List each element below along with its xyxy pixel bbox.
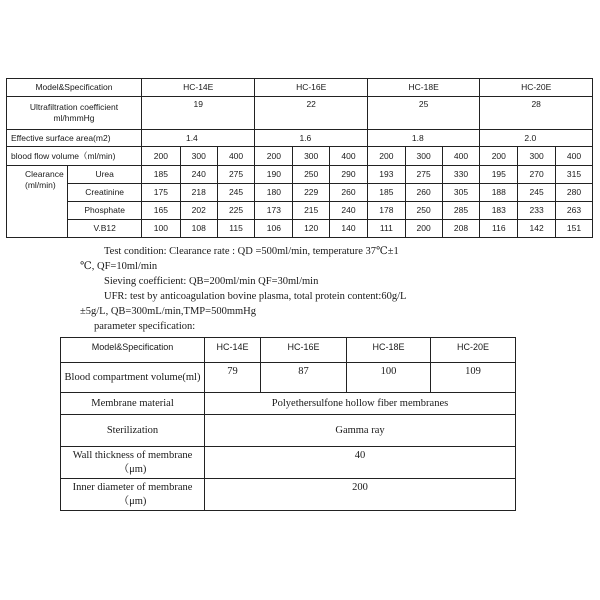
clearance-cell: 208 <box>442 220 480 238</box>
wall-thickness-value: 40 <box>205 447 516 479</box>
blood-flow-row <box>7 147 593 166</box>
inner-diameter-label: Inner diameter of membrane（μm) <box>61 479 205 511</box>
blood-volume-row <box>61 363 516 393</box>
substance-name: V.B12 <box>68 220 142 238</box>
table1-header-model: HC-20E <box>480 79 593 97</box>
clearance-cell: 225 <box>217 202 255 220</box>
clearance-cell: 185 <box>141 166 180 184</box>
clearance-cell: 245 <box>518 184 556 202</box>
clearance-cell: 175 <box>141 184 180 202</box>
clearance-cell: 215 <box>293 202 330 220</box>
clearance-cell: 275 <box>217 166 255 184</box>
clearance-cell: 229 <box>293 184 330 202</box>
clearance-cell: 195 <box>480 166 518 184</box>
table1-header-model: HC-14E <box>141 79 254 97</box>
clearance-cell: 250 <box>293 166 330 184</box>
surface-area-row <box>7 130 593 147</box>
flow-value: 400 <box>330 147 368 166</box>
clearance-label <box>7 166 68 238</box>
clearance-cell: 233 <box>518 202 556 220</box>
clearance-cell: 330 <box>442 166 480 184</box>
uf-label-line2: ml/hmmHg <box>53 113 95 123</box>
uf-value: 28 <box>480 97 593 130</box>
clearance-cell: 116 <box>480 220 518 238</box>
membrane-label: Membrane material <box>61 393 205 415</box>
note-line: ℃, QF=10ml/min <box>80 261 158 272</box>
clearance-row-phosphate <box>7 202 593 220</box>
flow-value: 200 <box>141 147 180 166</box>
table1-header-row <box>7 79 593 97</box>
flow-value: 400 <box>442 147 480 166</box>
clearance-cell: 250 <box>405 202 442 220</box>
clearance-cell: 280 <box>556 184 593 202</box>
clearance-cell: 106 <box>255 220 293 238</box>
clearance-cell: 165 <box>141 202 180 220</box>
blood-volume-value: 109 <box>431 363 516 393</box>
surface-area-value: 1.8 <box>367 130 479 147</box>
membrane-value: Polyethersulfone hollow fiber membranes <box>205 393 516 415</box>
blood-volume-value: 87 <box>261 363 347 393</box>
table1-header-spec: Model&Specification <box>7 79 142 97</box>
sterilization-label: Sterilization <box>61 415 205 447</box>
flow-value: 300 <box>180 147 217 166</box>
test-condition-notes <box>80 244 590 334</box>
clearance-spec-table <box>6 78 593 238</box>
substance-name: Urea <box>68 166 142 184</box>
clearance-cell: 140 <box>330 220 368 238</box>
note-line: UFR: test by anticoagulation bovine plasma, total protein content:60g/L <box>104 291 407 302</box>
inner-diameter-value: 200 <box>205 479 516 511</box>
table2-header-model: HC-16E <box>261 338 347 363</box>
clearance-row-urea <box>7 166 593 184</box>
clearance-cell: 305 <box>442 184 480 202</box>
clearance-cell: 290 <box>330 166 368 184</box>
table1-header-model: HC-16E <box>255 79 367 97</box>
substance-name: Creatinine <box>68 184 142 202</box>
clearance-cell: 100 <box>141 220 180 238</box>
clearance-cell: 270 <box>518 166 556 184</box>
flow-value: 200 <box>480 147 518 166</box>
sterilization-row <box>61 415 516 447</box>
clearance-cell: 183 <box>480 202 518 220</box>
uf-coefficient-row <box>7 97 593 130</box>
clearance-cell: 151 <box>556 220 593 238</box>
clearance-cell: 173 <box>255 202 293 220</box>
clearance-cell: 315 <box>556 166 593 184</box>
clearance-cell: 240 <box>330 202 368 220</box>
clearance-cell: 111 <box>367 220 405 238</box>
clearance-cell: 202 <box>180 202 217 220</box>
clearance-cell: 115 <box>217 220 255 238</box>
table2-header-model: HC-20E <box>431 338 516 363</box>
table2-header-row <box>61 338 516 363</box>
clearance-cell: 275 <box>405 166 442 184</box>
clearance-cell: 285 <box>442 202 480 220</box>
blood-volume-label: Blood compartment volume(ml) <box>61 363 205 393</box>
uf-coefficient-label <box>7 97 142 130</box>
clearance-cell: 193 <box>367 166 405 184</box>
flow-value: 300 <box>293 147 330 166</box>
flow-value: 300 <box>405 147 442 166</box>
surface-area-label: Effective surface area(m2) <box>7 130 142 147</box>
table2-header-model: HC-18E <box>347 338 431 363</box>
table1-header-model: HC-18E <box>367 79 479 97</box>
clearance-cell: 260 <box>330 184 368 202</box>
clearance-cell: 245 <box>217 184 255 202</box>
clearance-cell: 120 <box>293 220 330 238</box>
clearance-cell: 263 <box>556 202 593 220</box>
clearance-cell: 188 <box>480 184 518 202</box>
flow-value: 200 <box>255 147 293 166</box>
note-line: parameter specification: <box>94 321 196 332</box>
clearance-cell: 240 <box>180 166 217 184</box>
surface-area-value: 1.4 <box>141 130 254 147</box>
note-line: Test condition: Clearance rate : QD =500ml/min, temperature 37℃±1 <box>104 246 399 257</box>
clearance-cell: 260 <box>405 184 442 202</box>
blood-flow-label: blood flow volume（ml/min) <box>7 147 142 166</box>
wall-thickness-label: Wall thickness of membrane（μm) <box>61 447 205 479</box>
surface-area-value: 1.6 <box>255 130 367 147</box>
clearance-label-line2: (ml/min) <box>25 180 56 190</box>
flow-value: 400 <box>556 147 593 166</box>
substance-name: Phosphate <box>68 202 142 220</box>
flow-value: 300 <box>518 147 556 166</box>
flow-value: 400 <box>217 147 255 166</box>
clearance-cell: 190 <box>255 166 293 184</box>
clearance-cell: 185 <box>367 184 405 202</box>
uf-label-line1: Ultrafiltration coefficient <box>29 102 119 112</box>
membrane-row <box>61 393 516 415</box>
clearance-cell: 142 <box>518 220 556 238</box>
parameter-spec-table <box>60 337 516 511</box>
uf-value: 19 <box>141 97 254 130</box>
uf-value: 25 <box>367 97 479 130</box>
blood-volume-value: 100 <box>347 363 431 393</box>
clearance-cell: 180 <box>255 184 293 202</box>
clearance-row-vb12 <box>7 220 593 238</box>
sterilization-value: Gamma ray <box>205 415 516 447</box>
clearance-cell: 178 <box>367 202 405 220</box>
surface-area-value: 2.0 <box>480 130 593 147</box>
clearance-label-line1: Clearance <box>25 169 64 179</box>
table2-header-spec: Model&Specification <box>61 338 205 363</box>
note-line: Sieving coefficient: QB=200ml/min QF=30ml/min <box>104 276 319 287</box>
clearance-row-creatinine <box>7 184 593 202</box>
table2-header-model: HC-14E <box>205 338 261 363</box>
uf-value: 22 <box>255 97 367 130</box>
clearance-cell: 108 <box>180 220 217 238</box>
flow-value: 200 <box>367 147 405 166</box>
clearance-cell: 218 <box>180 184 217 202</box>
clearance-cell: 200 <box>405 220 442 238</box>
wall-thickness-row <box>61 447 516 479</box>
note-line: ±5g/L, QB=300mL/min,TMP=500mmHg <box>80 306 256 317</box>
blood-volume-value: 79 <box>205 363 261 393</box>
inner-diameter-row <box>61 479 516 511</box>
